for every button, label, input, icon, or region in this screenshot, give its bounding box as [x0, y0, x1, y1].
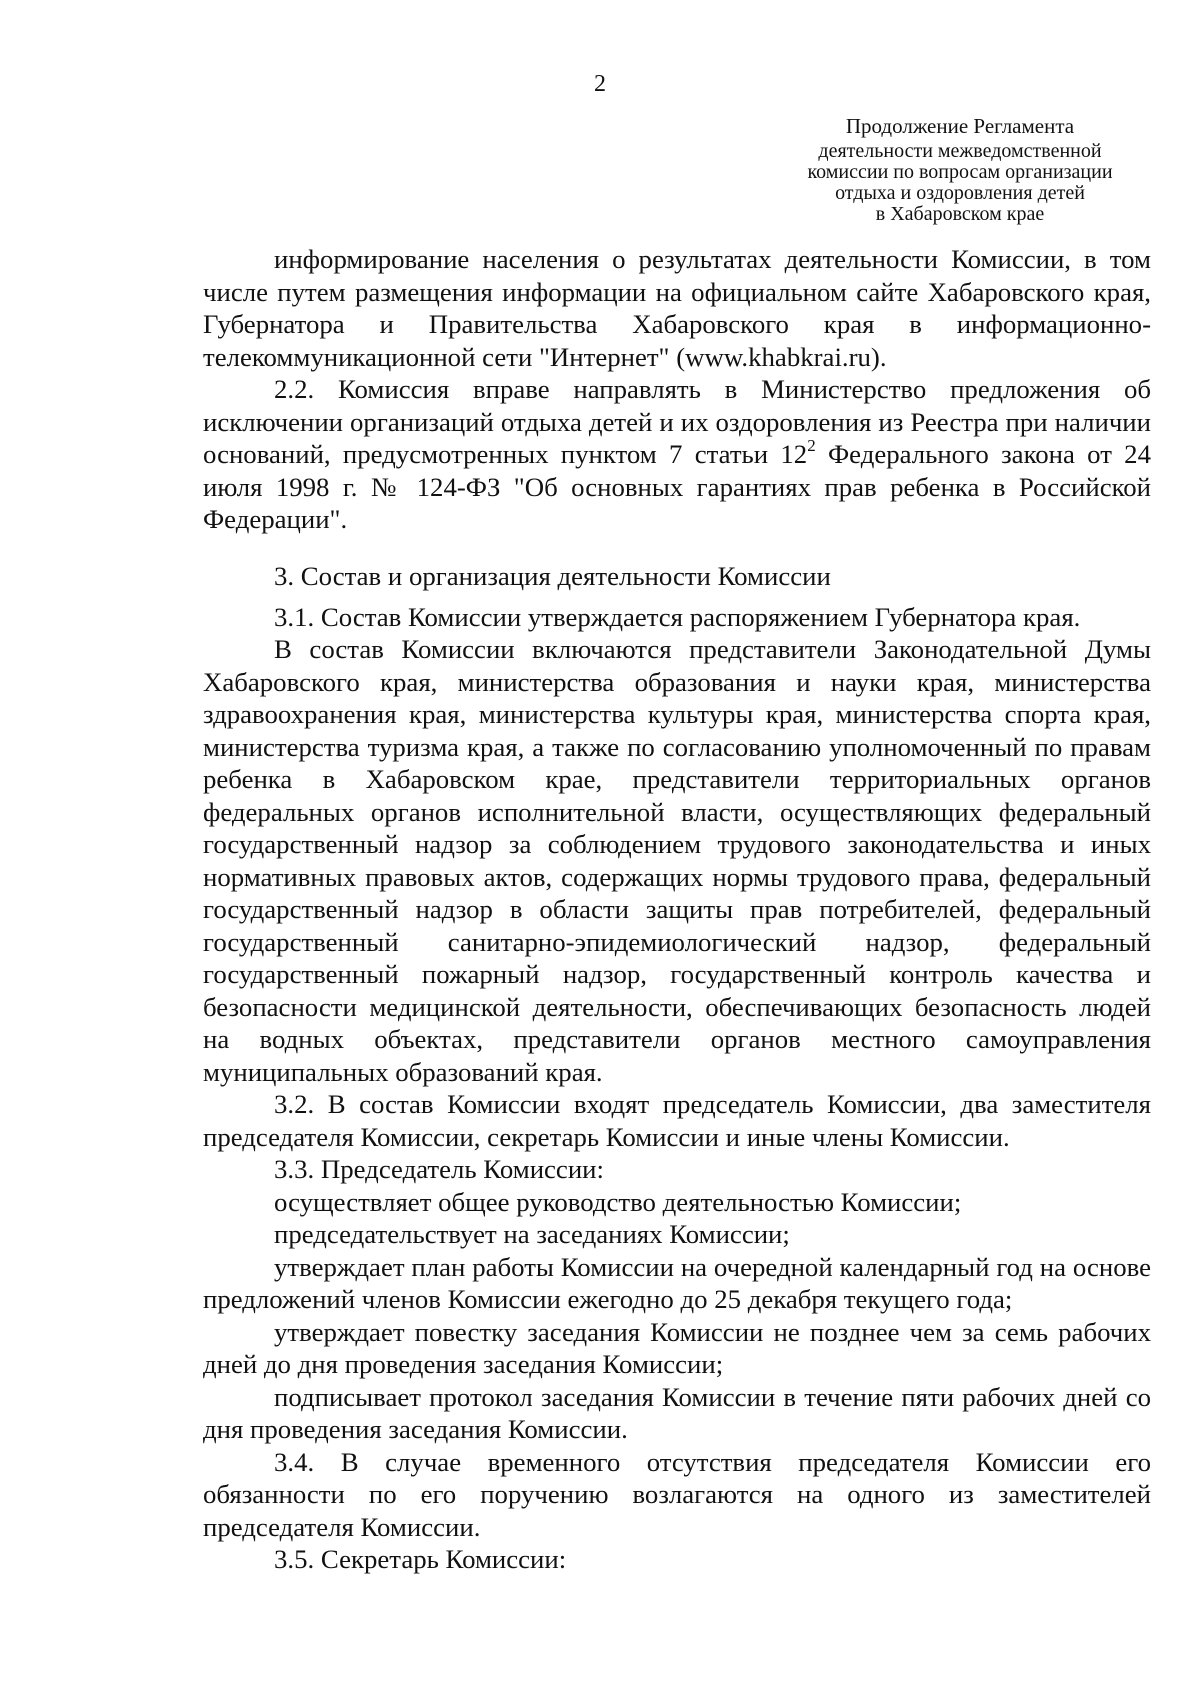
header-line: комиссии по вопросам организации	[807, 161, 1113, 183]
paragraph-3-2: 3.2. В состав Комиссии входят председатель Комиссии, два заместителя председателя Комиссии, секретарь Комиссии и иные члены Комиссии.	[203, 1089, 1151, 1152]
header-line: Продолжение Регламента	[845, 114, 1075, 138]
header-line: отдыха и оздоровления детей	[835, 182, 1085, 204]
paragraph-2-2-text-end: Федерального закона от 24 июля 1998 г. № 124-ФЗ "Об основных гарантиях прав ребенка в Российской Федерации".	[203, 439, 1151, 534]
section-heading: 3. Состав и организация деятельности Комиссии	[274, 561, 831, 591]
paragraph-2-2	[203, 373, 1151, 536]
paragraph-3-3: 3.3. Председатель Комиссии:	[274, 1154, 604, 1184]
paragraph-3-3-duty: председательствует на заседаниях Комиссии;	[274, 1219, 790, 1249]
paragraph-informing: информирование населения о результатах деятельности Комиссии, в том числе путем размещения информации на официальном сайте Хабаровского края, Губернатора и Правительства Хабаровского края в информационно-телекоммуникационной сети "Интернет" (www.khabkrai.ru).	[203, 244, 1151, 372]
paragraph-3-1: 3.1. Состав Комиссии утверждается распоряжением Губернатора края.	[274, 601, 1081, 632]
paragraph-3-3-duty: осуществляет общее руководство деятельностью Комиссии;	[274, 1186, 962, 1217]
document-body	[203, 243, 1151, 1576]
paragraph-3-3-duty: утверждает повестку заседания Комиссии не позднее чем за семь рабочих дней до дня проведения заседания Комиссии;	[203, 1316, 1151, 1379]
document-header	[760, 116, 1160, 225]
paragraph-3-4: 3.4. В случае временного отсутствия председателя Комиссии его обязанности по его поручению возлагаются на одного из заместителей председателя Комиссии.	[203, 1446, 1151, 1542]
paragraph-3-3-duty: утверждает план работы Комиссии на очередной календарный год на основе предложений членов Комиссии ежегодно до 25 декабря текущего года;	[203, 1251, 1151, 1314]
paragraph-3-1-composition: В состав Комиссии включаются представители Законодательной Думы Хабаровского края, министерства образования и науки края, министерства здравоохранения края, министерства культуры края, министерства спорта края, министерства туризма края, а также по согласованию уполномоченный по правам ребенка в Хабаровском крае, представители территориальных органов федеральных органов исполнительной власти, осуществляющих федеральный государственный надзор за соблюдением трудового законодательства и иных нормативных правовых актов, содержащих нормы трудового права, федеральный государственный надзор в области защиты прав потребителей, федеральный государственный санитарно-эпидемиологический надзор, федеральный государственный пожарный надзор, государственный контроль качества и безопасности медицинской деятельности, обеспечивающих безопасность людей на водных объектах, представители органов местного самоуправления муниципальных образований края.	[203, 634, 1151, 1087]
page-number: 2	[594, 71, 606, 97]
header-line: в Хабаровском крае	[875, 203, 1045, 225]
superscript: 2	[807, 436, 816, 456]
paragraph-3-5: 3.5. Секретарь Комиссии:	[274, 1544, 567, 1574]
header-line: деятельности межведомственной	[818, 140, 1102, 162]
paragraph-2-2-text: 2.2. Комиссия вправе направлять в Министерство предложения об исключении организаций отдыха детей и их оздоровления из Реестра при наличии оснований, предусмотренных пунктом 7 статьи 12	[203, 374, 1151, 469]
paragraph-3-3-duty: подписывает протокол заседания Комиссии в течение пяти рабочих дней со дня проведения заседания Комиссии.	[203, 1381, 1151, 1444]
